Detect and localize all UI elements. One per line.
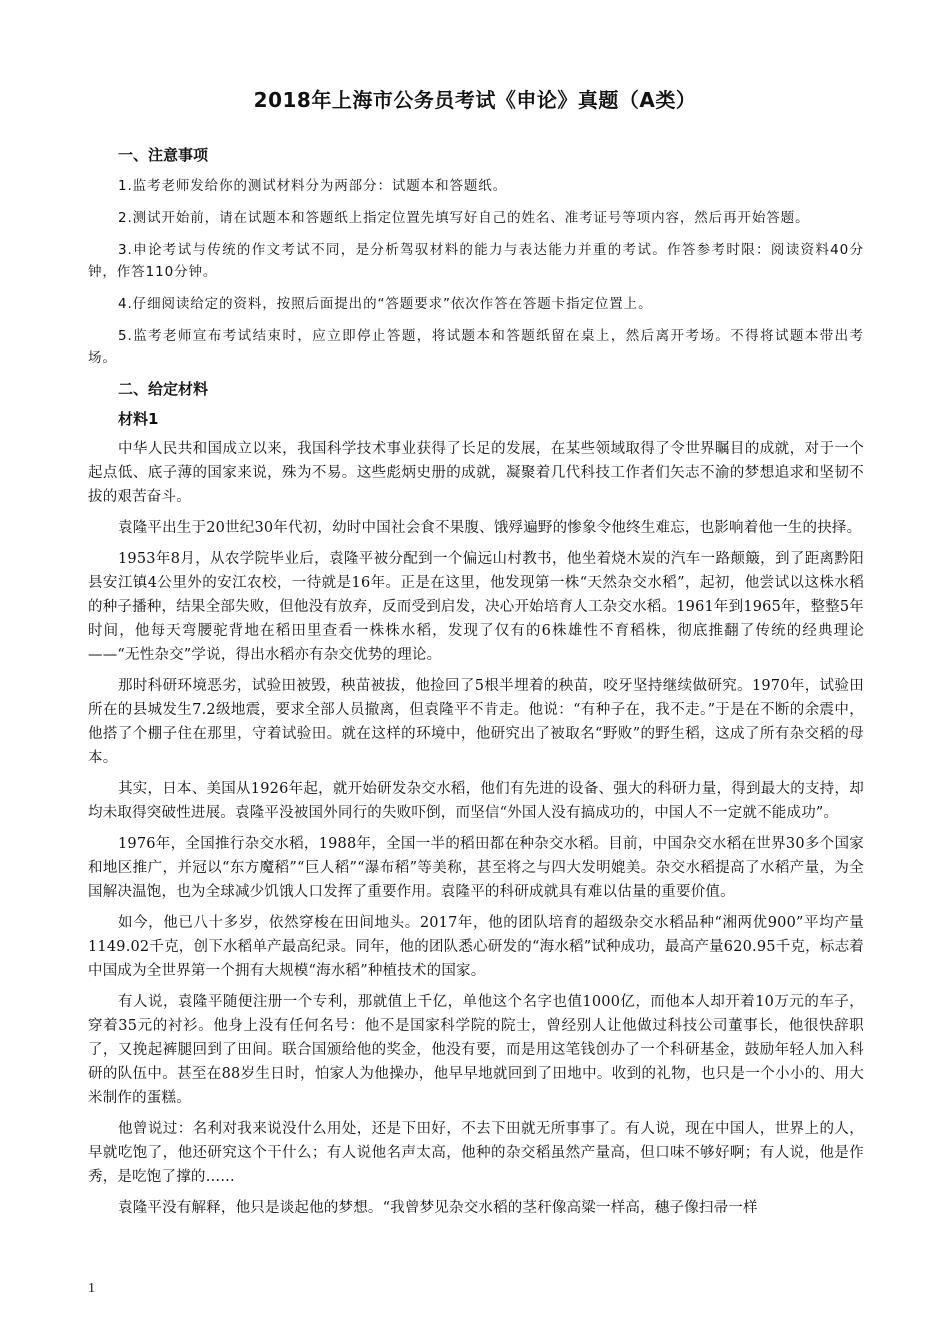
section-heading-materials: 二、给定材料 <box>118 380 209 398</box>
material-paragraph: 他曾说过：名利对我来说没什么用处，还是下田好，不去下田就无所事事了。有人说，现在中国人，世界上的人，早就吃饱了，他还研究这个干什么；有人说他名声太高，他种的杂交稻虽然产量高，但口味不够好啊；有人说，他是作秀，是吃饱了撑的…… <box>88 1121 864 1185</box>
material-label: 材料1 <box>118 410 159 428</box>
material-paragraph: 袁隆平出生于20世纪30年代初，幼时中国社会食不果腹、饿殍遍野的惨象令他终生难忘，也影响着他一生的抉择。 <box>118 520 862 536</box>
document-body <box>88 145 864 1227</box>
material-paragraph: 袁隆平没有解释，他只是谈起他的梦想。“我曾梦见杂交水稻的茎秆像高粱一样高，穗子像扫帚一样 <box>118 1200 758 1216</box>
notice-item: 5.监考老师宣布考试结束时，应立即停止答题，将试题本和答题纸留在桌上，然后离开考场。不得将试题本带出考场。 <box>88 328 864 366</box>
page-number: 1 <box>88 1281 95 1296</box>
notice-item: 1.监考老师发给你的测试材料分为两部分：试题本和答题纸。 <box>118 178 508 194</box>
material-paragraph: 那时科研环境恶劣，试验田被毁，秧苗被拔，他捡回了5根半埋着的秧苗，咬牙坚持继续做研究。1970年，试验田所在的县城发生7.2级地震，要求全部人员撤离，但袁隆平不肯走。他说：“有种子在，我不走。”于是在不断的余震中，他搭了个棚子住在那里，守着试验田。就在这样的环境中，他研究出了被取名“野败”的野生稻，这成了所有杂交稻的母本。 <box>88 678 864 766</box>
notice-item: 4.仔细阅读给定的资料，按照后面提出的“答题要求”依次作答在答题卡指定位置上。 <box>118 296 653 312</box>
material-paragraph: 1976年，全国推行杂交水稻，1988年，全国一半的稻田都在种杂交水稻。目前，中国杂交水稻在世界30多个国家和地区推广，并冠以“东方魔稻”“巨人稻”“瀑布稻”等美称，甚至将之与四大发明媲美。杂交水稻提高了水稻产量，为全国解决温饱，也为全球减少饥饿人口发挥了重要作用。袁隆平的科研成就具有难以估量的重要价值。 <box>88 836 864 900</box>
material-paragraph: 中华人民共和国成立以来，我国科学技术事业获得了长足的发展，在某些领域取得了令世界瞩目的成就，对于一个起点低、底子薄的国家来说，殊为不易。这些彪炳史册的成就，凝聚着几代科技工作者们矢志不渝的梦想追求和坚韧不拔的艰苦奋斗。 <box>88 441 864 505</box>
material-paragraph: 如今，他已八十多岁，依然穿梭在田间地头。2017年，他的团队培育的超级杂交水稻品种“湘两优900”平均产量1149.02千克，创下水稻单产最高纪录。同年，他的团队悉心研发的“海水稻”试种成功，最高产量620.95千克，标志着中国成为全世界第一个拥有大规模“海水稻”种植技术的国家。 <box>88 915 864 979</box>
notice-item: 3.申论考试与传统的作文考试不同，是分析驾驭材料的能力与表达能力并重的考试。作答参考时限：阅读资料40分钟，作答110分钟。 <box>88 242 864 280</box>
material-paragraph: 其实，日本、美国从1926年起，就开始研发杂交水稻，他们有先进的设备、强大的科研力量，得到最大的支持，却均未取得突破性进展。袁隆平没被国外同行的失败吓倒，而坚信“外国人没有搞成功的，中国人不一定就不能成功”。 <box>88 781 864 821</box>
notice-item: 2.测试开始前，请在试题本和答题纸上指定位置先填写好自己的姓名、准考证号等项内容，然后再开始答题。 <box>118 210 810 226</box>
section-heading-notice: 一、注意事项 <box>118 146 209 164</box>
document-title: 2018年上海市公务员考试《申论》真题（A类） <box>253 88 697 112</box>
material-paragraph: 有人说，袁隆平随便注册一个专利，那就值上千亿，单他这个名字也值1000亿，而他本人却开着10万元的车子，穿着35元的衬衫。他身上没有任何名号：他不是国家科学院的院士，曾经别人让他做过科技公司董事长，他很快辞职了，又挽起裤腿回到了田间。联合国颁给他的奖金，他没有要，而是用这笔钱创办了一个科研基金，鼓励年轻人加入科研的队伍中。甚至在88岁生日时，怕家人为他操办，他早早地就回到了田地中。收到的礼物，也只是一个小小的、用大米制作的蛋糕。 <box>88 994 864 1106</box>
material-paragraph: 1953年8月，从农学院毕业后，袁隆平被分配到一个偏远山村教书，他坐着烧木炭的汽车一路颠簸，到了距离黔阳县安江镇4公里外的安江农校，一待就是16年。正是在这里，他发现第一株“天然杂交水稻”，起初，他尝试以这株水稻的种子播种，结果全部失败，但他没有放弃，反而受到启发，决心开始培育人工杂交水稻。1961年到1965年，整整5年时间，他每天弯腰驼背地在稻田里查看一株株水稻，发现了仅有的6株雄性不育稻株，彻底推翻了传统的经典理论——“无性杂交”学说，得出水稻亦有杂交优势的理论。 <box>88 551 864 663</box>
